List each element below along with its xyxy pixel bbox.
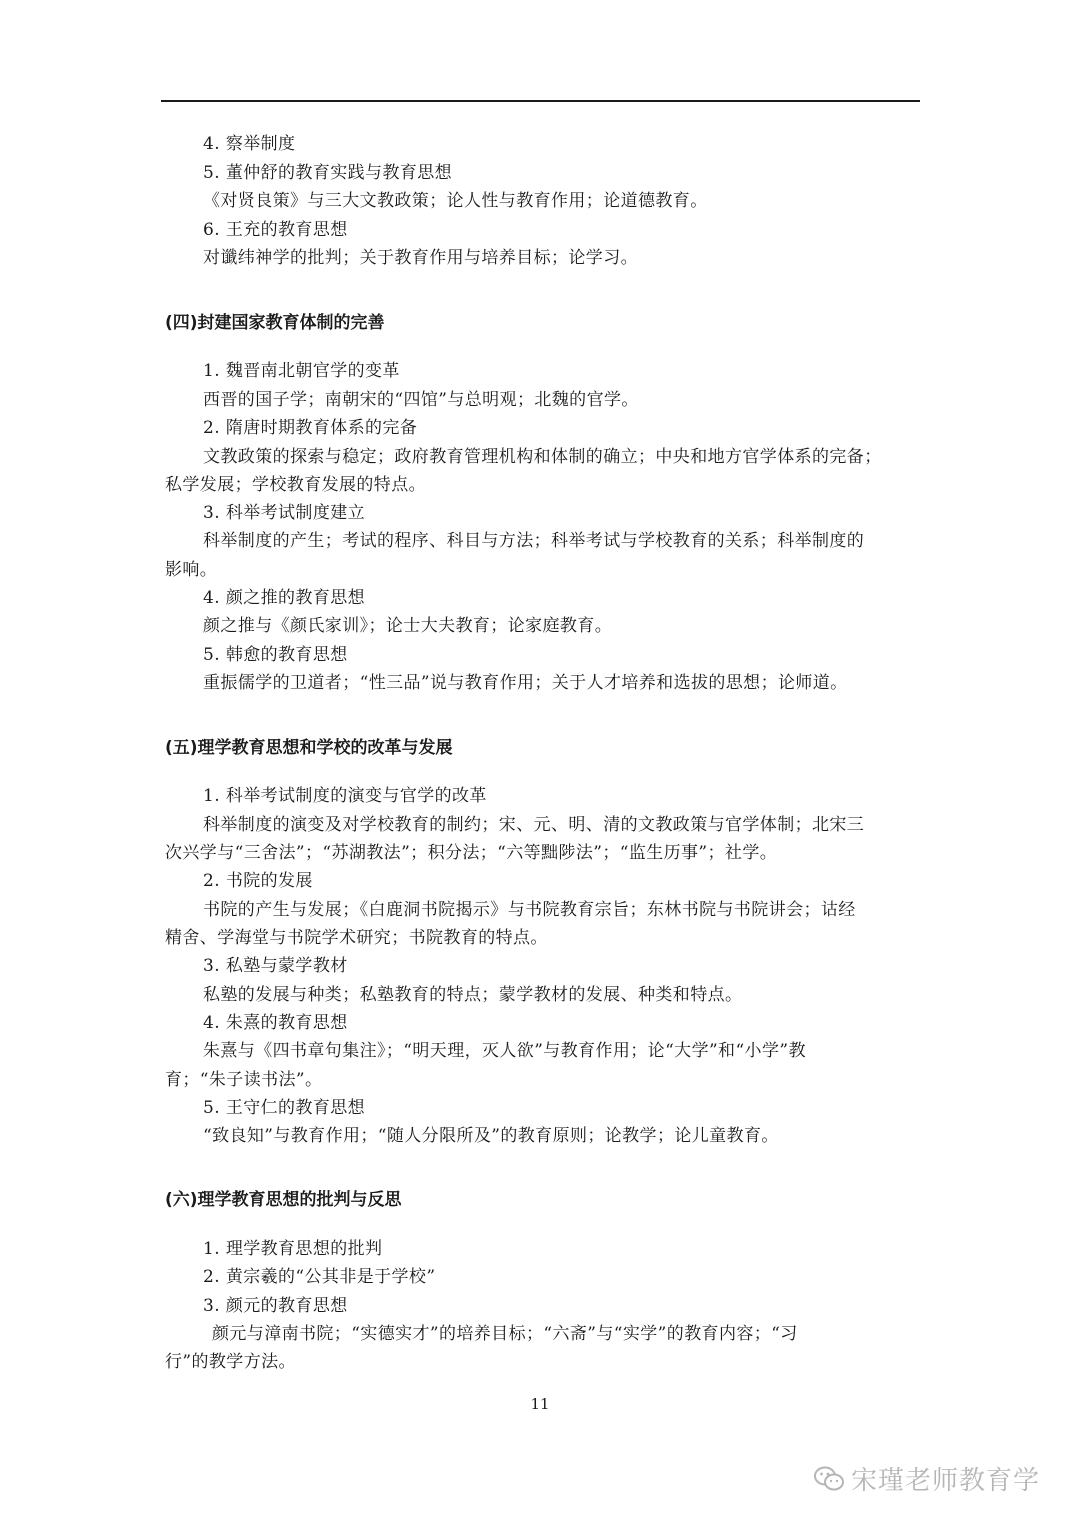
text-line: 次兴学与“三舍法”；“苏湖教法”；积分法；“六等黜陟法”；“监生历事”；社学。 [165, 843, 778, 863]
text-line: 书院的产生与发展；《白鹿洞书院揭示》与书院教育宗旨；东林书院与书院讲会；诂经 [203, 900, 856, 920]
text-line: 西晋的国子学；南朝宋的“四馆”与总明观；北魏的官学。 [203, 390, 639, 410]
text-line: 3. 科举考试制度建立 [203, 503, 366, 523]
watermark [813, 1460, 1040, 1497]
text-line: 科举制度的产生；考试的程序、科目与方法；科举考试与学校教育的关系；科举制度的 [203, 531, 865, 551]
text-line: 4. 朱熹的教育思想 [203, 1013, 348, 1033]
text-line: 2. 黄宗羲的“公其非是于学校” [203, 1267, 436, 1287]
text-line: 4. 颜之推的教育思想 [203, 588, 366, 608]
page-number: 11 [530, 1395, 550, 1413]
text-line: 5. 董仲舒的教育实践与教育思想 [203, 163, 453, 183]
text-line: 重振儒学的卫道者；“性三品”说与教育作用；关于人才培养和选拔的思想；论师道。 [203, 673, 848, 693]
wechat-icon [813, 1465, 845, 1493]
text-line: 育；“朱子读书法”。 [165, 1070, 323, 1090]
text-line: 对谶纬神学的批判；关于教育作用与培养目标；论学习。 [203, 248, 638, 268]
watermark-text: 宋瑾老师教育学 [850, 1466, 1040, 1496]
text-line: 朱熹与《四书章句集注》；“明天理，灭人欲”与教育作用；论“大学”和“小学”教 [203, 1041, 806, 1061]
text-line: 1. 魏晋南北朝官学的变革 [203, 361, 400, 381]
text-line: 科举制度的演变及对学校教育的制约；宋、元、明、清的文教政策与官学体制；北宋三 [203, 815, 865, 835]
text-line: 1. 科举考试制度的演变与官学的改革 [203, 786, 487, 806]
text-line: 2. 书院的发展 [203, 871, 313, 891]
text-line: 颜元与漳南书院；“实德实才”的培养目标；“六斋”与“实学”的教育内容；“习 [212, 1324, 798, 1344]
text-line: “致良知”与教育作用；“随人分限所及”的教育原则；论教学；论儿童教育。 [203, 1126, 779, 1146]
text-line: 影响。 [165, 560, 218, 580]
section-heading: (六)理学教育思想的批判与反思 [165, 1190, 402, 1210]
text-line: 4. 察举制度 [203, 134, 296, 154]
text-line: 2. 隋唐时期教育体系的完备 [203, 418, 418, 438]
text-line: 颜之推与《颜氏家训》；论士大夫教育；论家庭教育。 [203, 616, 613, 636]
text-line: 精舍、学海堂与书院学术研究；书院教育的特点。 [165, 928, 548, 948]
text-line: 《对贤良策》与三大文教政策；论人性与教育作用；论道德教育。 [203, 191, 708, 211]
text-line: 私学发展；学校教育发展的特点。 [165, 475, 426, 495]
text-line: 文教政策的探索与稳定；政府教育管理机构和体制的确立；中央和地方官学体系的完备； [203, 447, 882, 467]
text-line: 1. 理学教育思想的批判 [203, 1239, 383, 1259]
text-line: 5. 韩愈的教育思想 [203, 645, 348, 665]
section-heading: (五)理学教育思想和学校的改革与发展 [165, 738, 453, 758]
text-line: 私塾的发展与种类；私塾教育的特点；蒙学教材的发展、种类和特点。 [203, 985, 743, 1005]
text-line: 6. 王充的教育思想 [203, 220, 348, 240]
text-line: 5. 王守仁的教育思想 [203, 1098, 366, 1118]
text-line: 3. 私塾与蒙学教材 [203, 956, 348, 976]
text-line: 行”的教学方法。 [165, 1352, 296, 1372]
section-heading: (四)封建国家教育体制的完善 [165, 313, 385, 333]
header-rule [161, 100, 920, 102]
text-line: 3. 颜元的教育思想 [203, 1296, 348, 1316]
